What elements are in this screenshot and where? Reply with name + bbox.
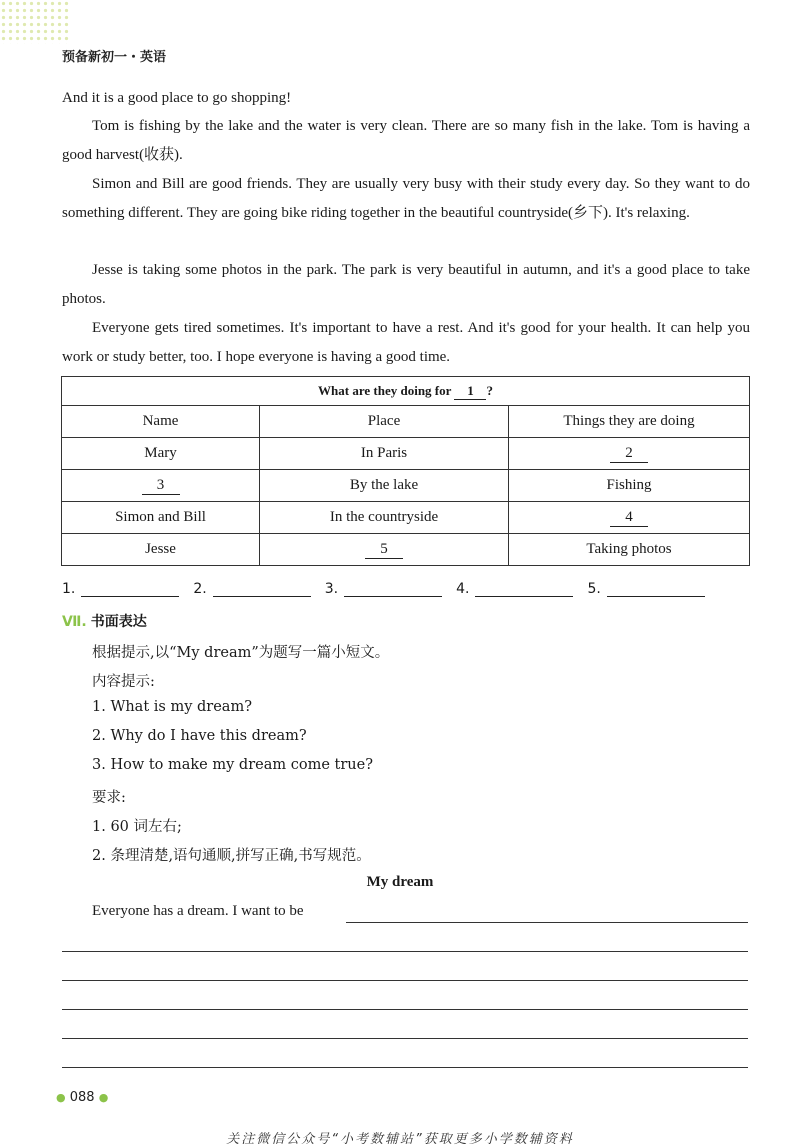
table-title-suffix: ? bbox=[486, 382, 493, 398]
table-cell: In Paris bbox=[260, 438, 509, 470]
table-cell: Taking photos bbox=[509, 534, 750, 566]
writing-line[interactable] bbox=[62, 951, 748, 952]
answer-item bbox=[325, 580, 442, 597]
blank-3: 3 bbox=[142, 477, 180, 495]
tip-item: 3. How to make my dream come true? bbox=[92, 757, 373, 773]
tip-item: 1. What is my dream? bbox=[92, 699, 252, 715]
answer-item bbox=[62, 580, 179, 597]
footer-watermark: 关注微信公众号“小考数辅站”获取更多小学数辅资料 bbox=[226, 1132, 574, 1147]
page-dot-icon: ● bbox=[98, 1091, 109, 1104]
answer-number: 3. bbox=[324, 581, 339, 597]
section-number: Ⅶ. bbox=[62, 614, 87, 630]
answer-item bbox=[193, 580, 310, 597]
answer-line[interactable] bbox=[344, 580, 442, 597]
passage-paragraph: Tom is fishing by the lake and the water is very clean. There are so many fish in the lake. Tom is having a good harvest(收获). bbox=[62, 118, 750, 163]
blank-5: 5 bbox=[365, 541, 403, 559]
answer-blanks bbox=[62, 580, 752, 597]
table-cell: Jesse bbox=[62, 534, 260, 566]
page-dot-icon: ● bbox=[56, 1091, 66, 1104]
writing-line[interactable] bbox=[62, 1067, 748, 1068]
answer-line[interactable] bbox=[607, 580, 705, 597]
answer-line[interactable] bbox=[475, 580, 573, 597]
requirement-item: 2. 条理清楚,语句通顺,拼写正确,书写规范。 bbox=[92, 848, 371, 864]
page-header: 预备新初一・英语 bbox=[62, 50, 167, 65]
table-cell: Mary bbox=[62, 438, 260, 470]
passage-paragraph: Simon and Bill are good friends. They are usually very busy with their study every day. So they want to do something different. They are going bike riding together in the beautiful countryside(乡下). It's relaxing. bbox=[62, 176, 750, 221]
table-title bbox=[62, 377, 750, 406]
blank-1: 1 bbox=[454, 383, 486, 400]
tips-label: 内容提示: bbox=[92, 674, 155, 690]
answer-number: 5. bbox=[587, 581, 601, 597]
page-number bbox=[56, 1090, 108, 1105]
writing-instruction: 根据提示,以“My dream”为题写一篇小短文。 bbox=[92, 645, 390, 661]
blank-4: 4 bbox=[610, 509, 648, 527]
section-title-text: 书面表达 bbox=[90, 614, 147, 630]
decorative-dot-pattern bbox=[0, 0, 70, 44]
answer-item bbox=[456, 580, 573, 597]
answer-number: 1. bbox=[62, 581, 76, 597]
passage-paragraph: And it is a good place to go shopping! bbox=[62, 90, 292, 106]
passage-paragraph: Everyone gets tired sometimes. It's important to have a rest. And it's good for your health. It can help you work or study better, too. I hope everyone is having a good time. bbox=[62, 320, 750, 365]
section-title bbox=[62, 611, 147, 631]
answer-line[interactable] bbox=[213, 580, 311, 597]
table-cell: Simon and Bill bbox=[62, 502, 260, 534]
page-number-text: 088 bbox=[69, 1090, 95, 1105]
answer-line[interactable] bbox=[81, 580, 179, 597]
writing-line[interactable] bbox=[62, 1038, 748, 1039]
writing-line[interactable] bbox=[62, 1009, 748, 1010]
table-cell bbox=[260, 534, 509, 566]
info-table bbox=[61, 376, 750, 566]
essay-start-text: Everyone has a dream. I want to be bbox=[92, 903, 304, 919]
table-cell: In the countryside bbox=[260, 502, 509, 534]
table-cell: By the lake bbox=[260, 470, 509, 502]
writing-line[interactable] bbox=[62, 980, 748, 981]
header-name: Name bbox=[62, 406, 260, 438]
requirement-item: 1. 60 词左右; bbox=[92, 819, 182, 835]
table-cell bbox=[509, 438, 750, 470]
tip-item: 2. Why do I have this dream? bbox=[92, 728, 307, 744]
header-place: Place bbox=[260, 406, 509, 438]
table-title-text: What are they doing for bbox=[318, 382, 452, 398]
answer-item bbox=[587, 580, 704, 597]
answer-number: 4. bbox=[456, 581, 470, 597]
table-cell: Fishing bbox=[509, 470, 750, 502]
answer-number: 2. bbox=[193, 581, 207, 597]
header-things: Things they are doing bbox=[509, 406, 750, 438]
requirements-label: 要求: bbox=[92, 790, 126, 806]
essay-title: My dream bbox=[366, 874, 434, 890]
passage-paragraph: Jesse is taking some photos in the park. The park is very beautiful in autumn, and it's a good place to take photos. bbox=[62, 262, 750, 307]
writing-line[interactable] bbox=[346, 922, 748, 923]
table-cell bbox=[62, 470, 260, 502]
table-cell bbox=[509, 502, 750, 534]
blank-2: 2 bbox=[610, 445, 648, 463]
